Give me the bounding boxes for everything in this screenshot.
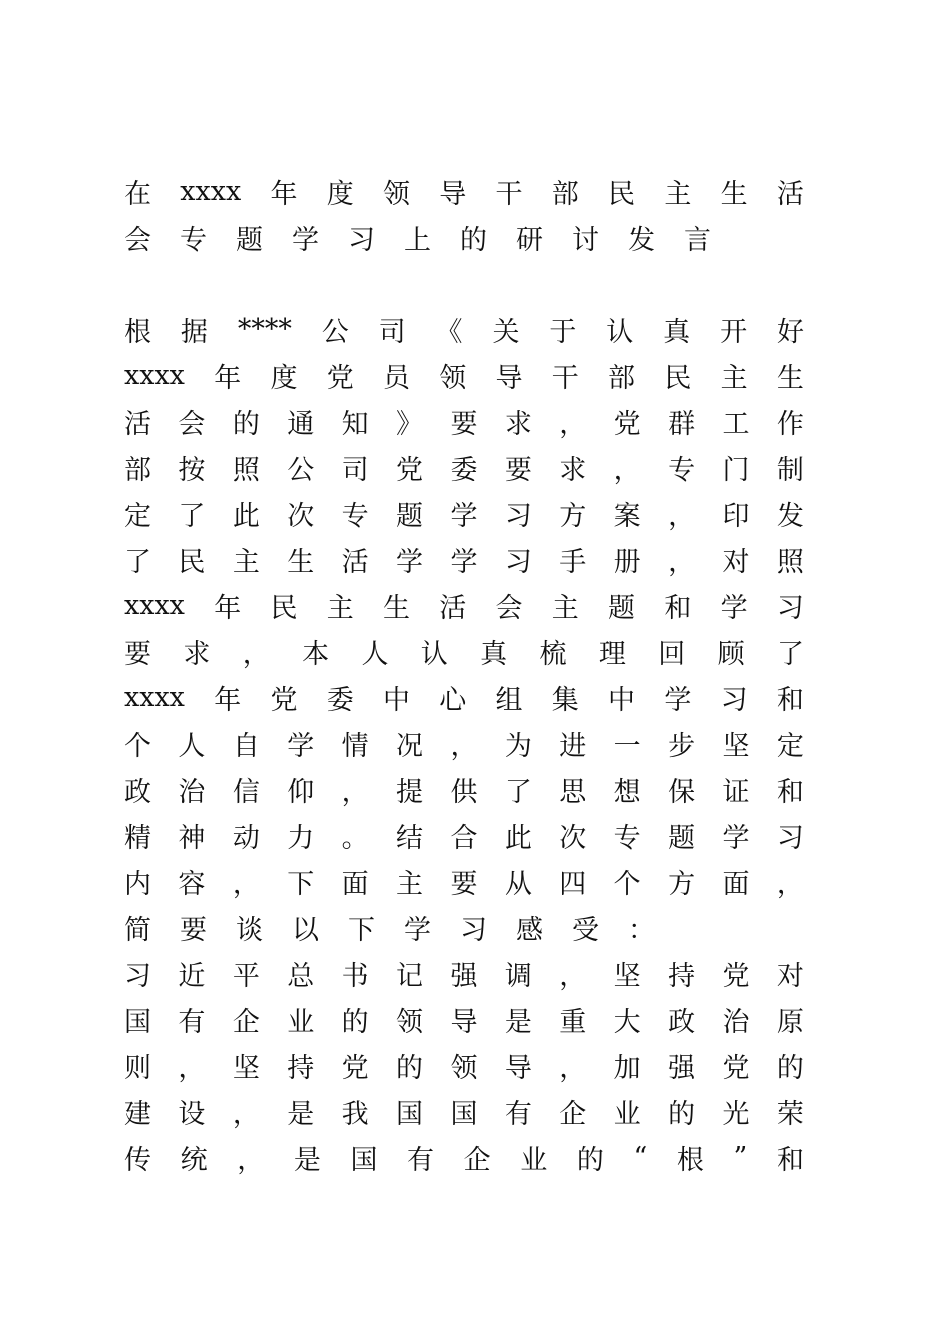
text-token: 受 — [572, 914, 599, 946]
text-token: 活 — [439, 592, 467, 624]
text-token: 党 — [722, 1052, 750, 1084]
text-token: 学 — [722, 822, 750, 854]
text-token: 员 — [382, 362, 410, 394]
text-token: 民 — [608, 178, 636, 210]
text-token: 研 — [516, 224, 543, 256]
text-token: 仰 — [287, 776, 315, 808]
text-token: 和 — [776, 776, 804, 808]
text-token: 合 — [450, 822, 478, 854]
text-token: ， — [341, 776, 369, 808]
text-token: 荣 — [776, 1098, 804, 1130]
text-token: 学 — [450, 500, 478, 532]
text-token: 题 — [668, 822, 696, 854]
text-token: 认 — [606, 316, 634, 348]
text-token: 个 — [613, 868, 641, 900]
text-token: xxxx — [180, 175, 242, 207]
text-token: 发 — [776, 500, 804, 532]
text-token: 神 — [178, 822, 206, 854]
text-token: 记 — [396, 960, 424, 992]
text-token: ： — [628, 914, 655, 946]
text-token: 设 — [178, 1098, 206, 1130]
text-token: 党 — [326, 362, 354, 394]
text-token: 光 — [722, 1098, 750, 1130]
text-token: 想 — [613, 776, 641, 808]
body-line — [124, 996, 804, 1042]
body-line — [124, 674, 804, 720]
text-token: 司 — [378, 316, 406, 348]
text-token: 和 — [776, 684, 804, 716]
text-token: 主 — [720, 362, 748, 394]
text-token: 度 — [270, 362, 298, 394]
text-token: 开 — [720, 316, 748, 348]
text-token: 从 — [504, 868, 532, 900]
text-token: ， — [232, 868, 260, 900]
text-token: 制 — [776, 454, 804, 486]
text-token: 面 — [722, 868, 750, 900]
text-token: 我 — [341, 1098, 369, 1130]
text-token: 国 — [396, 1098, 424, 1130]
text-token: 方 — [668, 868, 696, 900]
text-token: ， — [237, 1144, 265, 1176]
text-token: 则 — [124, 1052, 151, 1084]
text-token: 主 — [551, 592, 579, 624]
text-token: 国 — [350, 1144, 378, 1176]
text-token: 导 — [439, 178, 467, 210]
text-token: **** — [237, 313, 292, 345]
text-token: ， — [559, 1052, 587, 1084]
text-token: 习 — [776, 592, 804, 624]
text-token: 总 — [287, 960, 315, 992]
text-token: 是 — [504, 1006, 532, 1038]
text-token: 了 — [124, 546, 151, 578]
text-token: 干 — [495, 178, 523, 210]
text-token: 回 — [658, 638, 686, 670]
text-token: 中 — [382, 684, 410, 716]
text-token: ， — [613, 454, 641, 486]
text-token: 题 — [396, 500, 424, 532]
text-token: 供 — [450, 776, 478, 808]
body-line — [124, 812, 804, 858]
text-token: 讨 — [572, 224, 599, 256]
text-token: 的 — [668, 1098, 696, 1130]
text-token: 习 — [720, 684, 748, 716]
text-token: 对 — [722, 546, 750, 578]
text-token: 次 — [287, 500, 315, 532]
text-token: 印 — [722, 500, 750, 532]
text-token: 会 — [178, 408, 206, 440]
text-token: 手 — [559, 546, 587, 578]
text-token: 度 — [326, 178, 354, 210]
text-token: 自 — [232, 730, 260, 762]
text-token: 习 — [504, 500, 532, 532]
text-token: 的 — [460, 224, 487, 256]
text-token: 为 — [504, 730, 532, 762]
text-token: 传 — [124, 1144, 151, 1176]
body-line — [124, 398, 804, 444]
text-token: 调 — [504, 960, 532, 992]
text-token: 要 — [124, 638, 151, 670]
body-line — [124, 720, 804, 766]
text-token: 民 — [178, 546, 206, 578]
text-token: 下 — [287, 868, 315, 900]
text-token: 党 — [270, 684, 298, 716]
text-token: 党 — [613, 408, 641, 440]
text-token: 门 — [722, 454, 750, 486]
text-token: xxxx — [124, 359, 185, 391]
text-token: 导 — [495, 362, 523, 394]
text-token: ， — [178, 1052, 206, 1084]
text-token: 干 — [551, 362, 579, 394]
body-line — [124, 628, 804, 674]
text-token: 活 — [341, 546, 369, 578]
text-token: 治 — [178, 776, 206, 808]
text-token: 题 — [236, 224, 263, 256]
text-token: 理 — [598, 638, 626, 670]
text-token: 业 — [520, 1144, 548, 1176]
text-token: 会 — [495, 592, 523, 624]
text-token: 真 — [663, 316, 691, 348]
text-token: 主 — [396, 868, 424, 900]
text-token: 大 — [613, 1006, 641, 1038]
text-token: ， — [559, 408, 587, 440]
text-token: 面 — [341, 868, 369, 900]
text-token: 力 — [287, 822, 315, 854]
body-line — [124, 306, 804, 352]
text-token: ， — [776, 868, 804, 900]
text-token: ， — [668, 546, 696, 578]
text-token: 要 — [180, 914, 207, 946]
text-token: 学 — [720, 592, 748, 624]
text-token: ” — [733, 1141, 748, 1173]
text-token: 人 — [361, 638, 389, 670]
text-token: 容 — [178, 868, 206, 900]
text-token: 生 — [720, 178, 748, 210]
text-token: 坚 — [232, 1052, 260, 1084]
text-token: 四 — [559, 868, 587, 900]
text-token: 册 — [613, 546, 641, 578]
text-token: 集 — [551, 684, 579, 716]
text-token: 学 — [287, 730, 315, 762]
text-token: xxxx — [124, 681, 185, 713]
text-token: 上 — [404, 224, 431, 256]
text-token: 况 — [396, 730, 424, 762]
text-token: 工 — [722, 408, 750, 440]
text-token: xxxx — [124, 589, 185, 621]
text-token: ， — [232, 1098, 260, 1130]
text-token: 求 — [504, 408, 532, 440]
text-token: 学 — [404, 914, 431, 946]
text-token: 有 — [407, 1144, 435, 1176]
text-token: 业 — [613, 1098, 641, 1130]
text-token: 近 — [178, 960, 206, 992]
text-token: 下 — [348, 914, 375, 946]
text-token: 证 — [722, 776, 750, 808]
text-token: 作 — [776, 408, 804, 440]
text-token: 简 — [124, 914, 151, 946]
body-line — [124, 444, 804, 490]
text-token: 是 — [287, 1098, 315, 1130]
text-token: 步 — [668, 730, 696, 762]
text-token: 政 — [668, 1006, 696, 1038]
text-token: 领 — [450, 1052, 478, 1084]
text-token: 坚 — [613, 960, 641, 992]
text-token: 次 — [559, 822, 587, 854]
text-token: 统 — [180, 1144, 208, 1176]
text-token: 案 — [613, 500, 641, 532]
text-token: 年 — [214, 362, 242, 394]
text-token: 领 — [439, 362, 467, 394]
text-token: 的 — [776, 1052, 804, 1084]
text-token: 定 — [776, 730, 804, 762]
text-token: 通 — [287, 408, 315, 440]
text-token: 平 — [232, 960, 260, 992]
text-token: 照 — [232, 454, 260, 486]
text-token: 真 — [480, 638, 508, 670]
text-token: 原 — [776, 1006, 804, 1038]
title-line — [124, 168, 804, 214]
text-token: 年 — [270, 178, 298, 210]
text-token: 个 — [124, 730, 151, 762]
text-token: 有 — [504, 1098, 532, 1130]
text-token: 民 — [270, 592, 298, 624]
text-token: 专 — [668, 454, 696, 486]
body-line — [124, 1088, 804, 1134]
text-token: 根 — [124, 316, 151, 348]
text-token: 书 — [341, 960, 369, 992]
text-token: 部 — [124, 454, 151, 486]
text-token: 国 — [450, 1098, 478, 1130]
body-line — [124, 858, 804, 904]
text-token: 的 — [576, 1144, 604, 1176]
document-body — [124, 306, 804, 1180]
text-token: 定 — [124, 500, 151, 532]
text-token: 和 — [776, 1144, 804, 1176]
text-token: 按 — [178, 454, 206, 486]
text-token: 学 — [396, 546, 424, 578]
text-token: 了 — [178, 500, 206, 532]
text-token: 本 — [302, 638, 330, 670]
body-line — [124, 766, 804, 812]
text-token: 党 — [341, 1052, 369, 1084]
text-token: 《 — [435, 316, 463, 348]
text-token: 人 — [178, 730, 206, 762]
text-token: 持 — [668, 960, 696, 992]
text-token: 发 — [628, 224, 655, 256]
text-token: 企 — [232, 1006, 260, 1038]
text-token: 于 — [549, 316, 577, 348]
text-token: 的 — [341, 1006, 369, 1038]
text-token: 年 — [214, 592, 242, 624]
text-token: 进 — [559, 730, 587, 762]
text-token: 以 — [292, 914, 319, 946]
text-token: “ — [633, 1141, 648, 1173]
text-token: 要 — [450, 408, 478, 440]
text-token: 政 — [124, 776, 151, 808]
text-token: 组 — [495, 684, 523, 716]
text-token: 强 — [450, 960, 478, 992]
text-token: 强 — [668, 1052, 696, 1084]
text-token: 年 — [214, 684, 242, 716]
text-token: 》 — [396, 408, 424, 440]
text-token: 认 — [420, 638, 448, 670]
text-token: 了 — [776, 638, 804, 670]
text-token: 根 — [676, 1144, 704, 1176]
text-token: 是 — [293, 1144, 321, 1176]
text-token: 国 — [124, 1006, 151, 1038]
text-token: 司 — [341, 454, 369, 486]
text-token: 习 — [348, 224, 375, 256]
text-token: 要 — [504, 454, 532, 486]
text-token: 谈 — [236, 914, 263, 946]
text-token: 活 — [776, 178, 804, 210]
text-token: 生 — [287, 546, 315, 578]
text-token: 业 — [287, 1006, 315, 1038]
text-token: 习 — [504, 546, 532, 578]
text-token: 委 — [326, 684, 354, 716]
text-token: 部 — [608, 362, 636, 394]
text-token: 此 — [232, 500, 260, 532]
text-token: ， — [242, 638, 270, 670]
text-token: 建 — [124, 1098, 151, 1130]
text-token: 领 — [382, 178, 410, 210]
text-token: 民 — [664, 362, 692, 394]
text-token: 党 — [396, 454, 424, 486]
body-line — [124, 950, 804, 996]
text-token: 重 — [559, 1006, 587, 1038]
body-line — [124, 352, 804, 398]
text-token: 的 — [232, 408, 260, 440]
body-line — [124, 582, 804, 628]
text-token: 专 — [341, 500, 369, 532]
text-token: 部 — [551, 178, 579, 210]
text-token: 情 — [341, 730, 369, 762]
text-token: 主 — [326, 592, 354, 624]
text-token: 学 — [664, 684, 692, 716]
text-token: 企 — [559, 1098, 587, 1130]
text-token: 题 — [608, 592, 636, 624]
text-token: 活 — [124, 408, 151, 440]
text-token: 主 — [664, 178, 692, 210]
text-token: 坚 — [722, 730, 750, 762]
text-token: 精 — [124, 822, 151, 854]
text-token: 习 — [776, 822, 804, 854]
text-token: 信 — [232, 776, 260, 808]
text-token: 言 — [684, 224, 711, 256]
text-token: 一 — [613, 730, 641, 762]
text-token: 梳 — [539, 638, 567, 670]
text-token: 顾 — [717, 638, 745, 670]
text-token: 习 — [460, 914, 487, 946]
text-token: 保 — [668, 776, 696, 808]
text-token: ， — [450, 730, 478, 762]
text-token: 感 — [516, 914, 543, 946]
text-token: 群 — [668, 408, 696, 440]
text-token: 心 — [439, 684, 467, 716]
text-token: 习 — [124, 960, 151, 992]
text-token: 专 — [613, 822, 641, 854]
text-token: 求 — [183, 638, 211, 670]
body-line — [124, 1134, 804, 1180]
text-token: 对 — [776, 960, 804, 992]
text-token: 委 — [450, 454, 478, 486]
text-token: 求 — [559, 454, 587, 486]
text-token: 此 — [504, 822, 532, 854]
text-token: 思 — [559, 776, 587, 808]
text-token: 专 — [180, 224, 207, 256]
text-token: 关 — [492, 316, 520, 348]
text-token: 生 — [776, 362, 804, 394]
text-token: 好 — [776, 316, 804, 348]
text-token: 在 — [124, 178, 151, 210]
text-token: 持 — [287, 1052, 315, 1084]
text-token: 学 — [450, 546, 478, 578]
title-line — [124, 214, 804, 260]
text-token: 据 — [180, 316, 208, 348]
text-token: 提 — [396, 776, 424, 808]
text-token: 的 — [396, 1052, 424, 1084]
text-token: ， — [668, 500, 696, 532]
text-token: 有 — [178, 1006, 206, 1038]
text-token: 方 — [559, 500, 587, 532]
text-token: 内 — [124, 868, 151, 900]
text-token: 照 — [776, 546, 804, 578]
text-token: 要 — [450, 868, 478, 900]
text-token: 公 — [287, 454, 315, 486]
text-token: 结 — [396, 822, 424, 854]
text-token: ， — [559, 960, 587, 992]
body-line — [124, 536, 804, 582]
text-token: 了 — [504, 776, 532, 808]
text-token: 中 — [608, 684, 636, 716]
text-token: 领 — [396, 1006, 424, 1038]
text-token: 治 — [722, 1006, 750, 1038]
body-line — [124, 904, 804, 950]
text-token: 主 — [232, 546, 260, 578]
text-token: 生 — [382, 592, 410, 624]
body-line — [124, 1042, 804, 1088]
text-token: 知 — [341, 408, 369, 440]
text-token: 和 — [664, 592, 692, 624]
text-token: 。 — [341, 822, 369, 854]
text-token: 导 — [450, 1006, 478, 1038]
text-token: 公 — [321, 316, 349, 348]
document-title — [124, 168, 804, 260]
text-token: 党 — [722, 960, 750, 992]
text-token: 学 — [292, 224, 319, 256]
text-token: 动 — [232, 822, 260, 854]
text-token: 企 — [463, 1144, 491, 1176]
text-token: 导 — [504, 1052, 532, 1084]
body-line — [124, 490, 804, 536]
text-token: 会 — [124, 224, 151, 256]
text-token: 加 — [613, 1052, 641, 1084]
